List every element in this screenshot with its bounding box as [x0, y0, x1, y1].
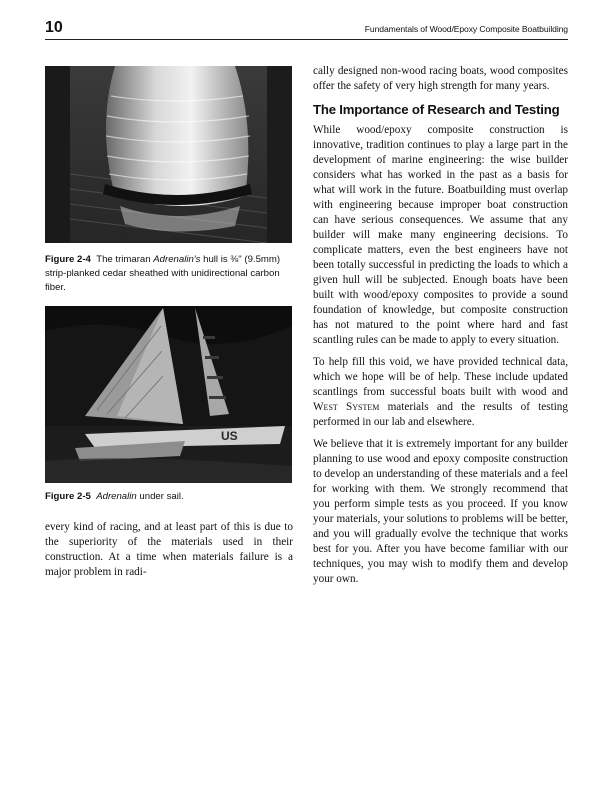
figure-label: Figure 2-4 [45, 254, 91, 265]
caption-text-post: hull is ⅜" (9.5mm) strip-planked cedar sheathed with unidirectional carbon fiber. [45, 254, 281, 293]
caption-boat-name: Adrenalin [96, 491, 137, 502]
sailing-photo [45, 306, 292, 483]
caption-text-post: under sail. [136, 491, 184, 502]
paragraph-2 [313, 355, 568, 430]
figure-2-4-caption [45, 253, 295, 295]
paragraph-1: While wood/epoxy composite construction is innovative, tradition continues to play a large part in the development of marine engineering: the wise builder considers what has worked in the past as a basis for what will work in the future. Boatbuilding must overlap with engineering because improper boat construction can have serious consequences. We assume that any builder will make many engineering decisions. To complicate matters, even the best engineers have not been totally successful in predicting the loads to which a given hull will be subjected. Enough boats have been built with wood/epoxy composites to provide a sound foundation of knowledge, but composite construction has not matured to the point where hard and fast scantling rules can be made to apply to every situation. [313, 124, 568, 346]
sail-number-text: US [221, 429, 238, 443]
paragraph-2-after: materials and the results of testing performed in our lab and elsewhere. [313, 401, 568, 428]
page-number: 10 [45, 19, 63, 36]
figure-2-5-caption [45, 490, 295, 504]
section-heading: The Importance of Research and Testing [313, 102, 560, 117]
paragraph-2-before: To help fill this void, we have provided technical data, which we hope will be of help. These include updated scantlings from successful boats built with wood and [313, 356, 568, 398]
left-column-text: every kind of racing, and at least part of this is due to the superiority of the materials used in their construction. At a time when materials failure is a major problem in radi- [45, 521, 293, 578]
caption-text-pre: The trimaran [96, 254, 154, 265]
right-column [313, 64, 568, 594]
caption-boat-name: Adrenalin's [153, 254, 201, 265]
header-rule [45, 39, 568, 40]
figure-label: Figure 2-5 [45, 491, 91, 502]
continuation-paragraph: cally designed non-wood racing boats, wood composites offer the safety of very high strength for many years. [313, 65, 568, 92]
hull-photo [45, 66, 292, 243]
paragraph-3: We believe that it is extremely important for any builder planning to use wood and epoxy composite construction to develop an understanding of these materials and a feel for working with them. We strongly recommend that you perform simple tests as you proceed. If you know your materials, your solutions to problems will be better, and you will gradually evolve the technique that works best for you. After you have become familiar with our techniques, you may wish to modify them and develop your own. [313, 438, 568, 585]
running-title: Fundamentals of Wood/Epoxy Composite Boatbuilding [364, 24, 568, 34]
brand-name: West System [313, 401, 380, 413]
